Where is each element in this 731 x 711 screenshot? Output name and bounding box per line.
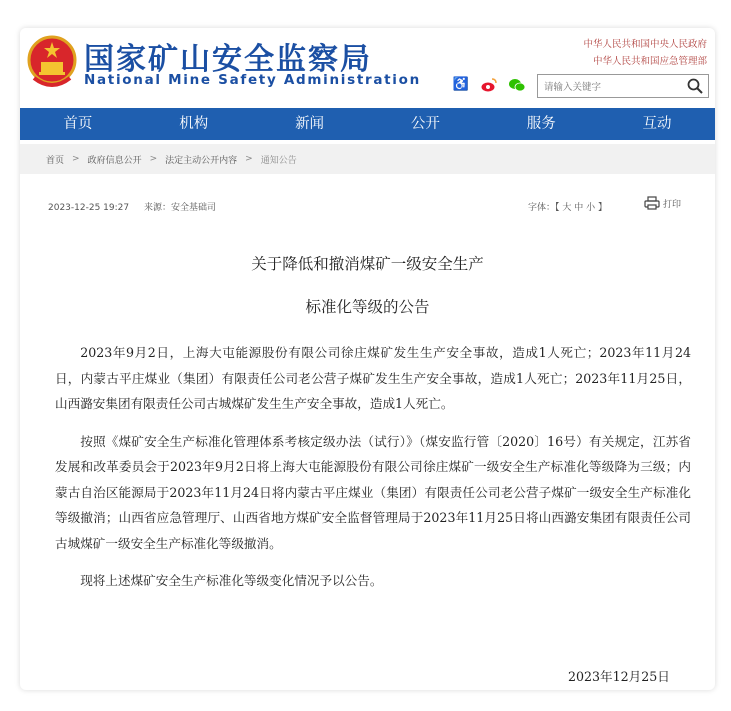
article-paragraph: 现将上述煤矿安全生产标准化等级变化情况予以公告。 — [80, 573, 383, 588]
breadcrumb-home[interactable]: 首页 — [46, 155, 65, 166]
emergency-ministry-link[interactable]: 中华人民共和国应急管理部 — [592, 56, 707, 67]
article-paragraph: 2023年9月2日，上海大屯能源股份有限公司徐庄煤矿发生生产安全事故，造成1人死亡；2023年11月24日，内蒙古平庄煤业（集团）有限责任公司老公营子煤矿发生生产安全事故，造成1人死亡；2023年11月25日，山西潞安集团有限责任公司古城煤矿发生生产安全事故，造成1人死亡。 — [55, 345, 691, 411]
nav-item-interaction[interactable]: 互动 — [642, 116, 672, 132]
national-emblem-icon — [26, 34, 78, 90]
weibo-icon[interactable] — [480, 76, 498, 94]
gov-links — [583, 36, 707, 70]
article-date: 2023年12月25日 — [568, 669, 670, 684]
search-input[interactable] — [538, 78, 679, 98]
nav-item-service[interactable]: 服务 — [526, 116, 556, 132]
site-header — [20, 28, 715, 104]
nav-item-news[interactable]: 新闻 — [295, 116, 325, 132]
print-button[interactable] — [644, 196, 681, 210]
breadcrumb-gov-info[interactable]: 政府信息公开 — [87, 155, 142, 166]
breadcrumb — [20, 144, 715, 174]
article-paragraph: 按照《煤矿安全生产标准化管理体系考核定级办法（试行）》（煤安监行管〔2020〕16号）有关规定，江苏省发展和改革委员会于2023年9月2日将上海大屯能源股份有限公司徐庄煤矿一级安全生产标准化等级降为三级；内蒙古自治区能源局于2023年11月24日将内蒙古平庄煤业（集团）有限责任公司老公营子煤矿一级安全生产标准化等级撤消；山西省应急管理厅、山西省地方煤矿安全监督管理局于2023年11月25日将山西潞安集团有限责任公司古城煤矿一级安全生产标准化等级撤消。 — [55, 433, 691, 551]
article-meta — [48, 200, 228, 213]
nav-item-home[interactable]: 首页 — [63, 116, 93, 132]
article-source: 来源：安全基础司 — [143, 203, 216, 213]
search-box — [537, 74, 709, 98]
article-title-line1: 关于降低和撤消煤矿一级安全生产 — [251, 255, 484, 273]
site-title[interactable]: 国家矿山安全监察局 — [84, 42, 372, 77]
wechat-icon[interactable] — [508, 76, 526, 94]
nav-item-disclosure[interactable]: 公开 — [410, 116, 440, 132]
page-frame — [20, 28, 715, 690]
accessibility-icon[interactable]: ♿ — [452, 77, 470, 92]
article-body — [55, 340, 691, 606]
site-title-english: National Mine Safety Administration — [84, 72, 421, 88]
publish-datetime: 2023-12-25 19:27 — [48, 203, 130, 213]
social-icons — [452, 76, 526, 94]
breadcrumb-disclosure[interactable]: 法定主动公开内容 — [165, 155, 238, 166]
breadcrumb-separator: > — [245, 154, 253, 164]
breadcrumb-separator: > — [72, 154, 80, 164]
nav-item-organization[interactable]: 机构 — [179, 116, 209, 132]
breadcrumb-notice[interactable]: 通知公告 — [260, 155, 297, 166]
main-nav — [20, 108, 715, 140]
font-size-selector[interactable]: 字体：【 大 中 小 】 — [528, 203, 607, 213]
central-government-link[interactable]: 中华人民共和国中央人民政府 — [583, 39, 707, 50]
search-icon[interactable] — [686, 77, 704, 95]
article-title-line2: 标准化等级的公告 — [305, 298, 430, 316]
print-label: 打印 — [663, 199, 682, 210]
breadcrumb-separator: > — [149, 154, 158, 164]
printer-icon — [644, 196, 660, 210]
